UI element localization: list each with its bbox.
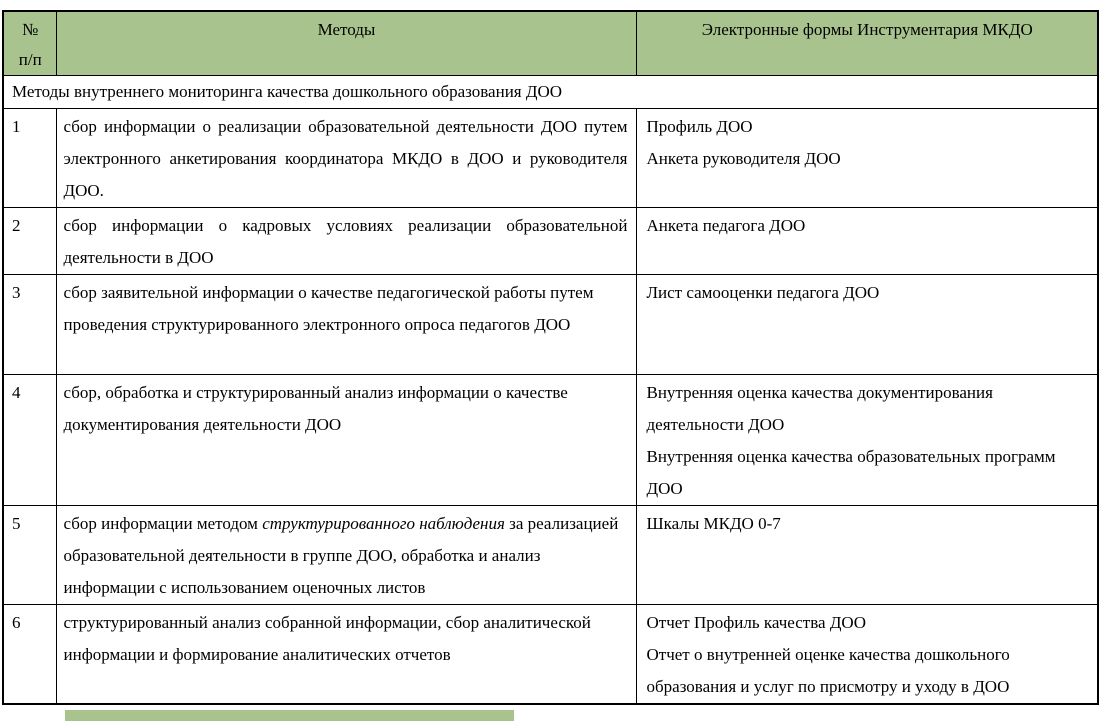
- header-number-line1: №: [22, 20, 39, 39]
- table-header-row: [3, 11, 1098, 76]
- mkdo-methods-table: [2, 10, 1099, 705]
- row-number: 3: [3, 275, 56, 375]
- table-row: [3, 208, 1098, 275]
- method-cell: [56, 275, 636, 375]
- method-cell: [56, 208, 636, 275]
- row-number: 6: [3, 605, 56, 705]
- method-text-italic: структурированного наблюдения: [262, 514, 505, 533]
- method-text: за реализацией образовательной деятельности в группе ДОО, обработка и анализ информации с использованием оценочных листов: [63, 514, 619, 597]
- form-item: Анкета руководителя ДОО: [646, 149, 841, 168]
- method-text: сбор заявительной информации о качестве педагогической работы путем проведения структурированного электронного опроса педагогов ДОО: [63, 283, 594, 334]
- row-number: 4: [3, 375, 56, 506]
- method-text: сбор, обработка и структурированный анализ информации о качестве документирования деятельности ДОО: [63, 383, 568, 434]
- forms-cell: [636, 605, 1098, 705]
- header-cell-methods: Методы: [56, 11, 636, 76]
- row-number: 5: [3, 506, 56, 605]
- method-cell: [56, 605, 636, 705]
- method-text: структурированный анализ собранной информации, сбор аналитической информации и формирование аналитических отчетов: [63, 613, 591, 664]
- form-item: Отчет о внутренней оценке качества дошкольного образования и услуг по присмотру и уходу в ДОО: [646, 645, 1010, 696]
- form-item: Внутренняя оценка качества образовательных программ ДОО: [646, 447, 1056, 498]
- table-row: [3, 275, 1098, 375]
- header-number-line2: п/п: [18, 50, 42, 69]
- header-cell-forms: Электронные формы Инструментария МКДО: [636, 11, 1098, 76]
- method-cell: [56, 109, 636, 208]
- section-title-row: [3, 76, 1098, 109]
- method-text: сбор информации о кадровых условиях реализации образовательной деятельности в ДОО: [63, 216, 628, 267]
- forms-cell: [636, 275, 1098, 375]
- row-number: 1: [3, 109, 56, 208]
- table-row: [3, 506, 1098, 605]
- method-cell: [56, 506, 636, 605]
- forms-cell: [636, 208, 1098, 275]
- table-body: [3, 109, 1098, 705]
- section-title: Методы внутреннего мониторинга качества дошкольного образования ДОО: [3, 76, 1098, 109]
- method-cell: [56, 375, 636, 506]
- table-row: [3, 375, 1098, 506]
- forms-cell: [636, 375, 1098, 506]
- forms-cell: [636, 506, 1098, 605]
- row-number: 2: [3, 208, 56, 275]
- form-item: Анкета педагога ДОО: [646, 216, 806, 235]
- bottom-green-bar: [65, 710, 514, 721]
- table-row: [3, 109, 1098, 208]
- form-item: Шкалы МКДО 0-7: [646, 514, 781, 533]
- form-item: Лист самооценки педагога ДОО: [646, 283, 880, 302]
- form-item: Внутренняя оценка качества документирования деятельности ДОО: [646, 383, 993, 434]
- form-item: Отчет Профиль качества ДОО: [646, 613, 866, 632]
- header-cell-number: [3, 11, 56, 76]
- method-text: сбор информации методом: [63, 514, 263, 533]
- table-row: [3, 605, 1098, 705]
- forms-cell: [636, 109, 1098, 208]
- form-item: Профиль ДОО: [646, 117, 753, 136]
- method-text: сбор информации о реализации образовательной деятельности ДОО путем электронного анкетирования координатора МКДО в ДОО и руководителя ДОО.: [63, 117, 628, 200]
